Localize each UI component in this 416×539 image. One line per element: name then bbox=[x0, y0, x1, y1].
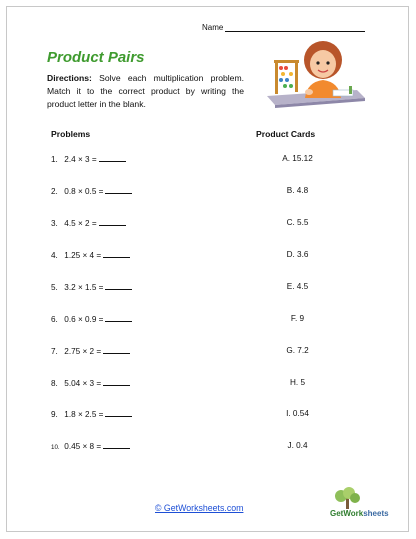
directions-text: Solve each multiplication problem. Match it to the correct product by writing the product letter in the blank. bbox=[47, 73, 244, 109]
product-cards-header: Product Cards bbox=[256, 129, 316, 139]
product-card: J. 0.4 bbox=[287, 441, 308, 450]
worksheet-title: Product Pairs bbox=[47, 49, 145, 66]
answer-blank[interactable] bbox=[105, 282, 132, 290]
problem-row bbox=[51, 282, 132, 292]
problem-expression: 4.5 × 2 = bbox=[64, 219, 97, 228]
answer-blank[interactable] bbox=[99, 218, 126, 226]
problem-number: 7. bbox=[51, 347, 58, 356]
problem-expression: 2.4 × 3 = bbox=[64, 155, 97, 164]
directions-label: Directions: bbox=[47, 73, 92, 83]
problem-expression: 3.2 × 1.5 = bbox=[64, 283, 104, 292]
problem-expression: 2.75 × 2 = bbox=[64, 347, 102, 356]
problem-row bbox=[51, 378, 130, 388]
problem-number: 1. bbox=[51, 155, 58, 164]
product-card: B. 4.8 bbox=[286, 186, 309, 195]
getworksheets-copyright-link[interactable]: © GetWorksheets.com bbox=[155, 503, 244, 513]
problem-row bbox=[51, 250, 130, 260]
product-card: F. 9 bbox=[290, 314, 305, 323]
answer-blank[interactable] bbox=[103, 250, 130, 258]
problem-number: 3. bbox=[51, 219, 58, 228]
answer-blank[interactable] bbox=[105, 186, 132, 194]
directions bbox=[47, 72, 244, 111]
problem-expression: 0.8 × 0.5 = bbox=[64, 187, 104, 196]
answer-blank[interactable] bbox=[103, 378, 130, 386]
name-blank-line[interactable] bbox=[225, 23, 365, 32]
problem-row bbox=[51, 218, 126, 228]
problem-number: 5. bbox=[51, 283, 58, 292]
problem-expression: 0.6 × 0.9 = bbox=[64, 315, 104, 324]
product-card: H. 5 bbox=[289, 378, 306, 387]
answer-blank[interactable] bbox=[99, 154, 126, 162]
problem-number: 8. bbox=[51, 379, 58, 388]
problem-number: 2. bbox=[51, 187, 58, 196]
logo-text-part2: sheets bbox=[363, 509, 389, 518]
tree-logo-icon bbox=[313, 487, 383, 525]
problem-number: 6. bbox=[51, 315, 58, 324]
product-card: G. 7.2 bbox=[286, 346, 309, 355]
problem-number: 10. bbox=[51, 444, 60, 451]
answer-blank[interactable] bbox=[103, 346, 130, 354]
problem-row bbox=[51, 346, 130, 356]
product-card: E. 4.5 bbox=[286, 282, 309, 291]
problem-row bbox=[51, 441, 130, 451]
name-label: Name bbox=[202, 23, 224, 32]
problem-number: 9. bbox=[51, 410, 58, 419]
answer-blank[interactable] bbox=[105, 314, 132, 322]
getworksheets-logo-text bbox=[330, 509, 389, 518]
problem-expression: 1.25 × 4 = bbox=[64, 251, 102, 260]
problem-number: 4. bbox=[51, 251, 58, 260]
problem-expression: 0.45 × 8 = bbox=[64, 442, 102, 451]
problem-row bbox=[51, 186, 132, 196]
problem-row bbox=[51, 154, 126, 164]
product-card: I. 0.54 bbox=[286, 409, 309, 418]
problem-expression: 5.04 × 3 = bbox=[64, 379, 102, 388]
product-card: A. 15.12 bbox=[282, 154, 313, 163]
girl-with-abacus-illustration bbox=[265, 38, 365, 108]
product-card: D. 3.6 bbox=[286, 250, 309, 259]
logo-text-part1: GetWork bbox=[330, 509, 364, 518]
problem-expression: 1.8 × 2.5 = bbox=[64, 410, 104, 419]
problems-header: Problems bbox=[51, 129, 91, 139]
problem-row bbox=[51, 409, 132, 419]
product-card: C. 5.5 bbox=[286, 218, 309, 227]
name-field bbox=[202, 23, 365, 32]
answer-blank[interactable] bbox=[105, 409, 132, 417]
answer-blank[interactable] bbox=[103, 441, 130, 449]
problem-row bbox=[51, 314, 132, 324]
